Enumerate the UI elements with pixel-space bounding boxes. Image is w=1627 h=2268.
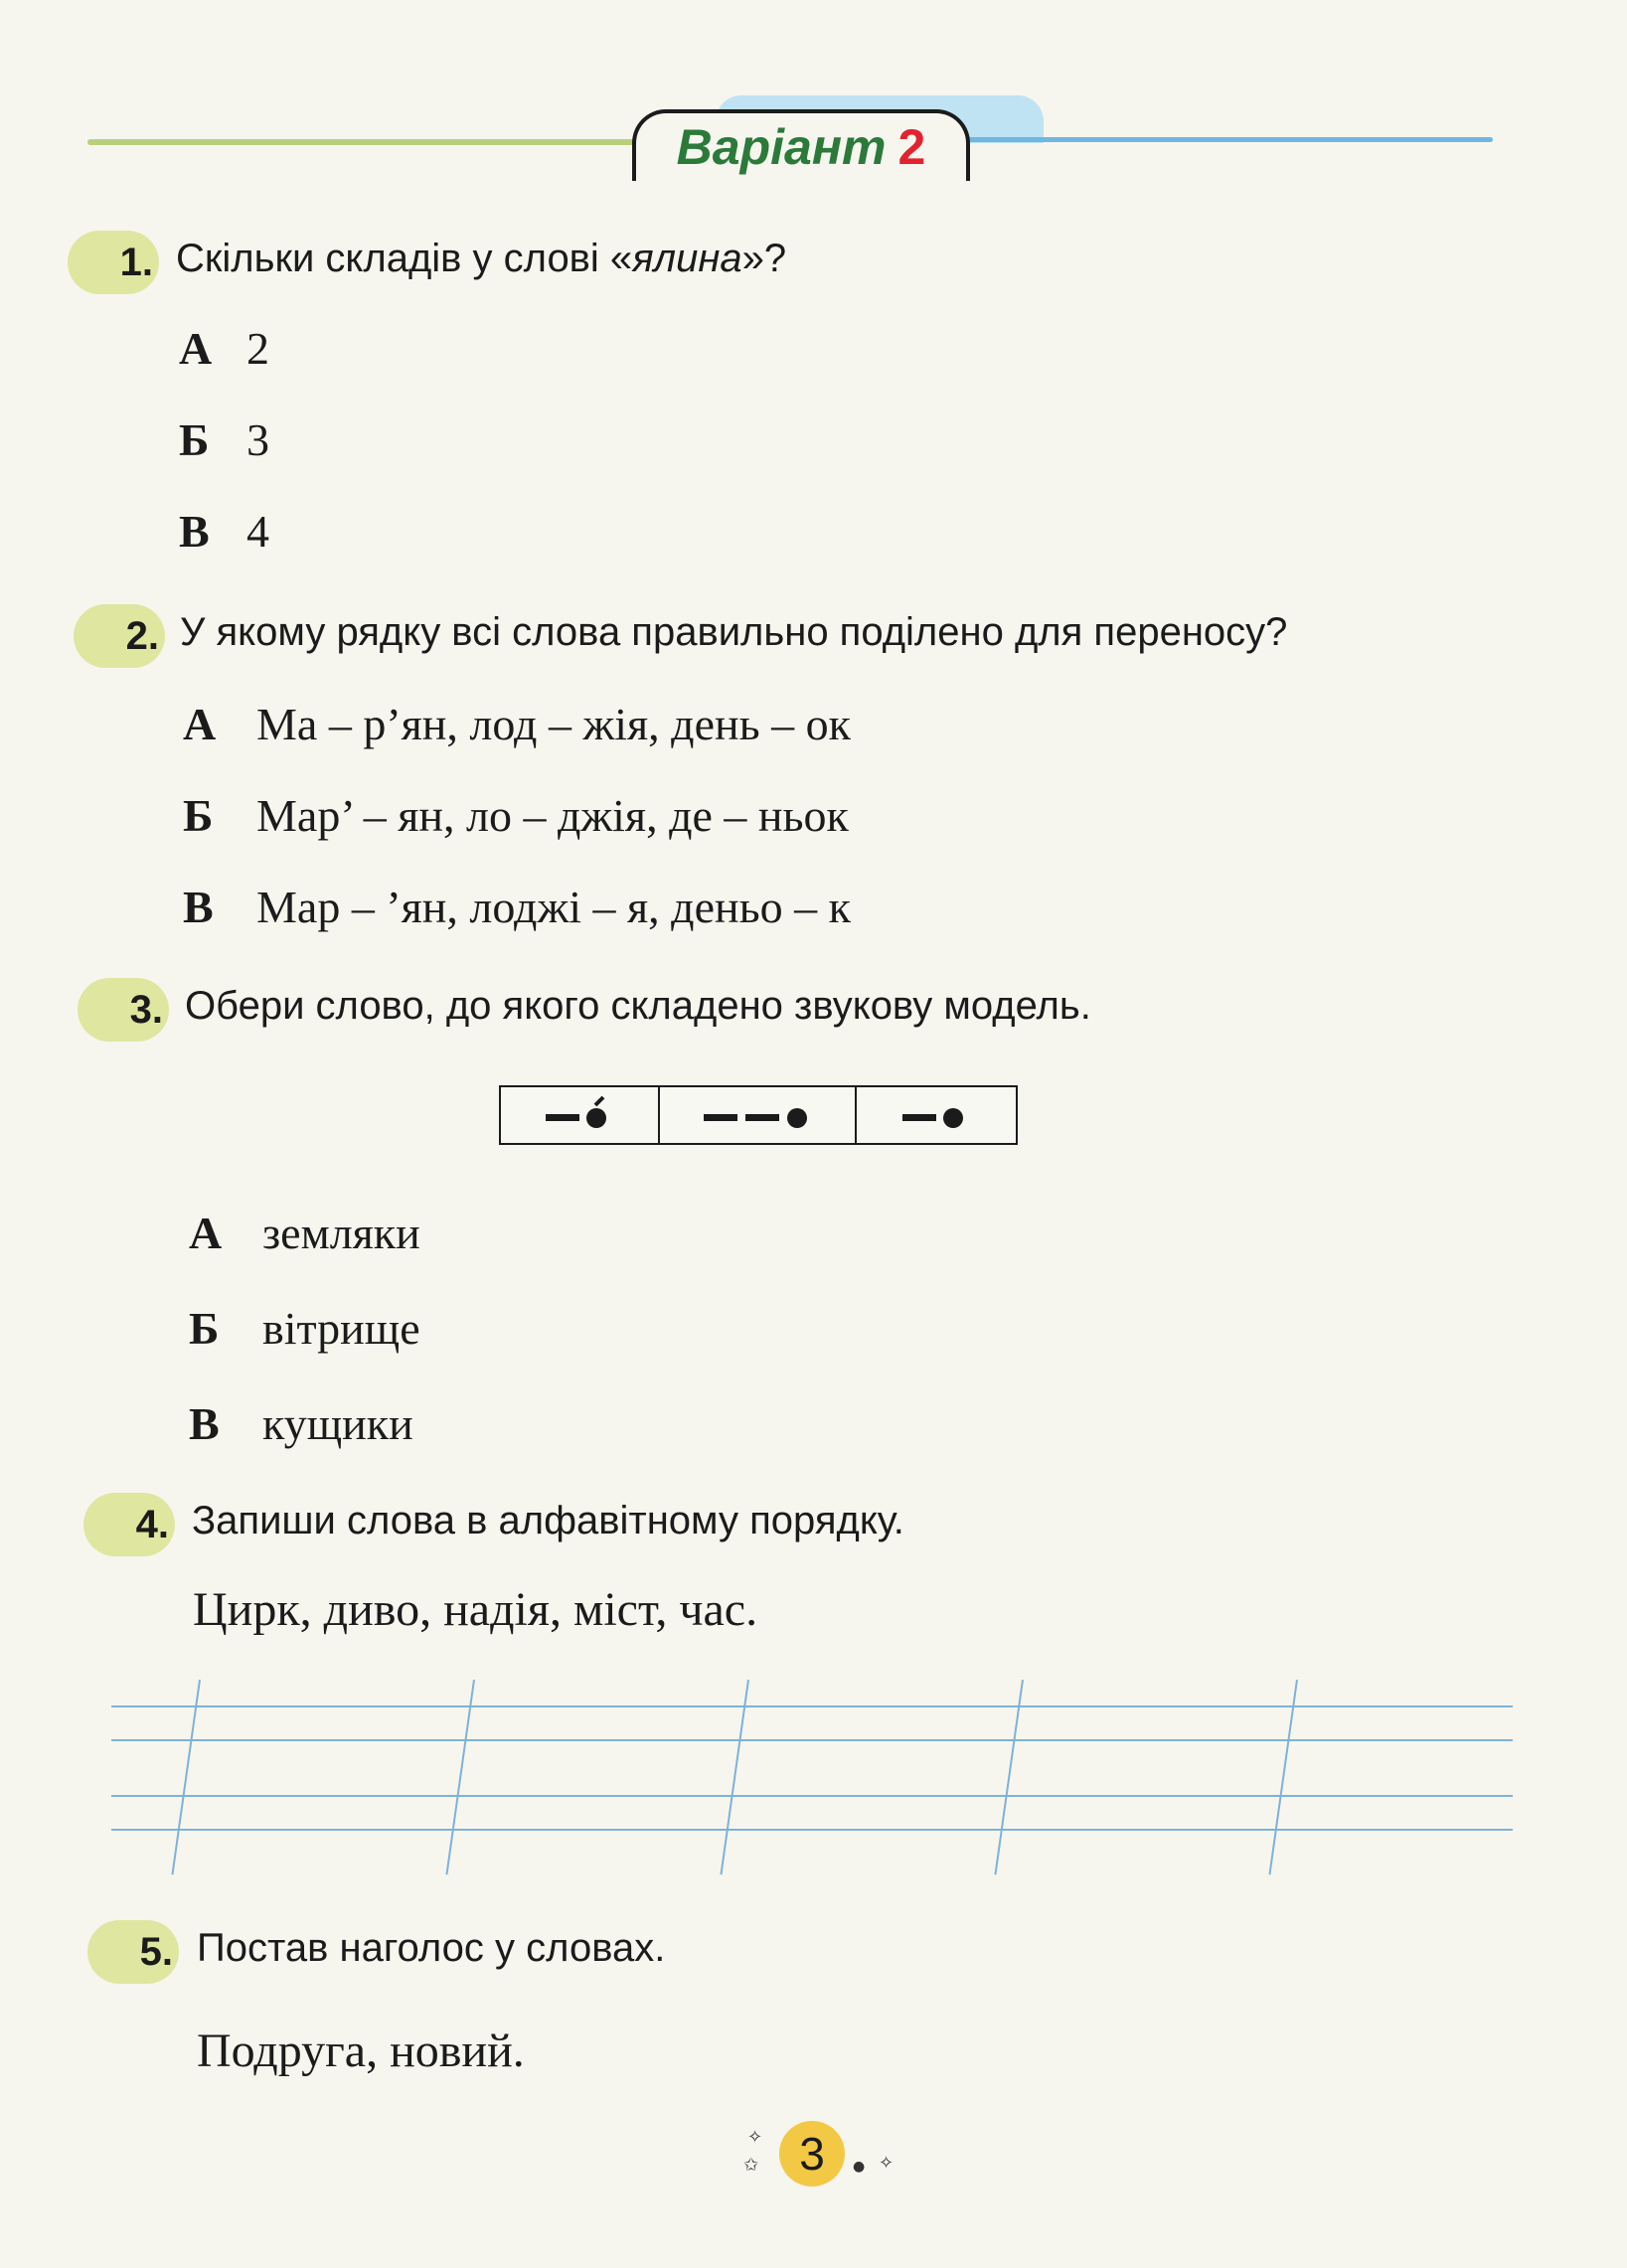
question-number-3: 3.: [78, 978, 169, 1042]
star-icon: ✩: [743, 2155, 759, 2176]
variant-label: Варіант: [676, 119, 887, 175]
q3-option-c[interactable]: [189, 1397, 413, 1450]
q1-option-b[interactable]: [179, 413, 269, 466]
q1-option-a[interactable]: [179, 322, 269, 375]
sound-model-syllable-3: [857, 1087, 1016, 1143]
q3-option-a-letter: А: [189, 1208, 223, 1258]
writing-line: [111, 1705, 1513, 1707]
writing-line: [111, 1795, 1513, 1797]
q4-words: Цирк, диво, надія, міст, час.: [193, 1583, 758, 1636]
page-number: 3: [779, 2121, 845, 2187]
q1-option-c[interactable]: [179, 505, 269, 558]
q2-option-c-letter: В: [183, 882, 214, 932]
q3-option-c-letter: В: [189, 1398, 220, 1449]
sound-model-syllable-1: [501, 1087, 660, 1143]
syllable-consonant-vowel-icon: [896, 1095, 976, 1135]
writing-line: [111, 1829, 1513, 1831]
q2-option-a-text: Ма – р’ян, лод – жія, день – ок: [256, 699, 851, 749]
q1-option-c-text: 4: [246, 506, 269, 557]
question-1-word: ялина: [632, 237, 742, 280]
question-number-2: 2.: [74, 604, 165, 668]
variant-number: 2: [897, 119, 926, 175]
q2-option-c-text: Мар – ’ян, лоджі – я, деньо – к: [256, 882, 851, 932]
question-number-1: 1.: [68, 231, 159, 294]
q2-option-a-letter: А: [183, 699, 217, 749]
star-icon: ✧: [879, 2153, 895, 2174]
header-rule-left: [87, 139, 644, 145]
q1-option-b-text: 3: [246, 414, 269, 465]
q3-option-b[interactable]: [189, 1302, 420, 1355]
variant-title: [632, 111, 970, 183]
dot-icon: ●: [853, 2159, 866, 2175]
slant-line: [720, 1680, 749, 1874]
slant-line: [171, 1680, 201, 1874]
q2-option-c[interactable]: [183, 881, 851, 933]
question-4-text: Запиши слова в алфавітному порядку.: [192, 1499, 904, 1542]
sound-model-syllable-2: [660, 1087, 858, 1143]
question-1-prefix: Скільки складів у слові «: [176, 237, 633, 280]
question-2-text: У якому рядку всі слова правильно поділено для переносу?: [180, 610, 1288, 654]
slant-line: [994, 1680, 1024, 1874]
sound-model: [499, 1085, 1018, 1145]
q3-option-a[interactable]: [189, 1207, 420, 1259]
question-1-text: [176, 237, 786, 281]
syllable-two-consonants-vowel-icon: [698, 1095, 817, 1135]
question-3-text: Обери слово, до якого складено звукову модель.: [185, 984, 1091, 1028]
q2-option-a[interactable]: [183, 698, 851, 750]
slant-line: [445, 1680, 475, 1874]
syllable-stressed-icon: [540, 1095, 619, 1135]
header-rule-right: [954, 137, 1493, 142]
q3-option-c-text: кущики: [262, 1398, 413, 1449]
q3-option-a-text: земляки: [262, 1208, 420, 1258]
star-icon: ✧: [747, 2127, 763, 2148]
q3-option-b-text: вітрище: [262, 1303, 420, 1354]
question-number-4: 4.: [83, 1493, 175, 1556]
slant-line: [1268, 1680, 1298, 1874]
q5-words: Подруга, новий.: [197, 2025, 525, 2077]
question-number-5: 5.: [87, 1920, 179, 1984]
q1-option-a-text: 2: [246, 323, 269, 374]
q2-option-b-letter: Б: [183, 790, 214, 841]
q1-option-a-letter: А: [179, 323, 213, 374]
q1-option-c-letter: В: [179, 506, 210, 557]
question-1-suffix: »?: [741, 237, 787, 280]
q2-option-b[interactable]: [183, 789, 849, 842]
writing-line: [111, 1739, 1513, 1741]
q1-option-b-letter: Б: [179, 414, 210, 465]
question-5-text: Постав наголос у словах.: [197, 1926, 666, 1970]
q3-option-b-letter: Б: [189, 1303, 220, 1354]
q2-option-b-text: Мар’ – ян, ло – джія, де – ньок: [256, 790, 849, 841]
